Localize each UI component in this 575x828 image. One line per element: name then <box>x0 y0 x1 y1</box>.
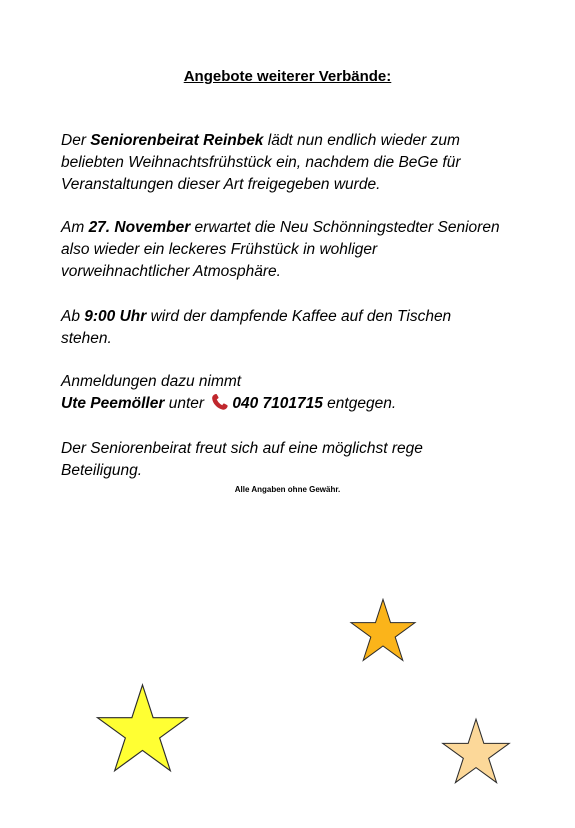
registration-line: Anmeldungen dazu nimmt <box>61 373 242 390</box>
text-segment: lädt nun endlich wieder zum beliebten Weihnachtsfrühstück ein, nachdem die BeGe für Veranstaltungen dieser Art freigegeben wurde. <box>61 132 461 193</box>
paragraph-invitation <box>61 130 501 196</box>
paragraph-closing <box>61 438 501 482</box>
paragraph-time <box>61 306 501 350</box>
text-segment: unter <box>164 395 209 412</box>
peach-star-icon <box>441 717 511 785</box>
paragraph-date <box>61 217 501 283</box>
phone-number: 040 7101715 <box>232 395 323 412</box>
event-date: 27. November <box>88 219 191 236</box>
text-segment: wird der dampfende Kaffee auf den Tischen stehen. <box>61 308 452 347</box>
text-segment: entgegen. <box>322 395 397 412</box>
text-segment: Der <box>61 132 91 149</box>
text-segment: Am <box>61 219 89 236</box>
page-heading: Angebote weiterer Verbände: <box>183 68 392 85</box>
yellow-star-icon <box>95 683 190 773</box>
contact-name: Ute Peemöller <box>61 395 165 412</box>
closing-text: Der Seniorenbeirat freut sich auf eine möglichst rege Beteiligung. <box>61 440 423 479</box>
telephone-handset-icon <box>210 393 230 411</box>
disclaimer: Alle Angaben ohne Gewähr. <box>234 485 341 494</box>
organizer-name: Seniorenbeirat Reinbek <box>90 132 264 149</box>
orange-star-icon <box>349 598 417 662</box>
text-segment: Ab <box>61 308 85 325</box>
text-segment: erwartet die Neu Schönningstedter Senioren also wieder ein leckeres Frühstück in wohliger vorweihnachtlicher Atmosphäre. <box>61 219 500 280</box>
paragraph-registration <box>61 371 501 415</box>
event-time: 9:00 Uhr <box>84 308 147 325</box>
